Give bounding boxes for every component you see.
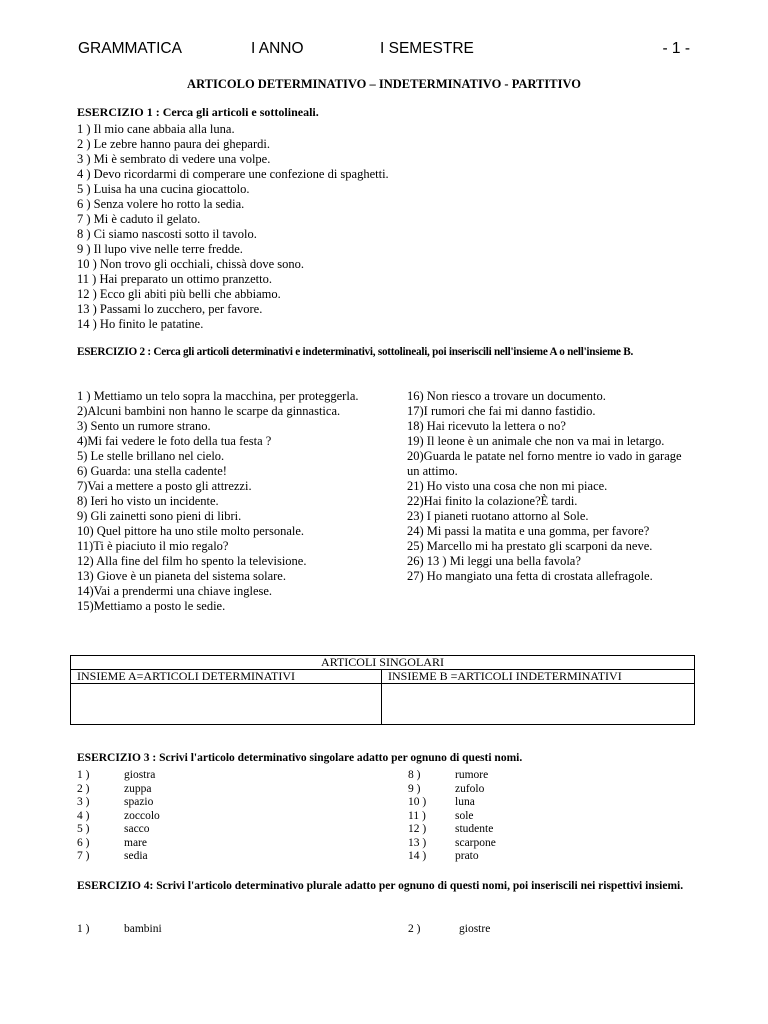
list-item xyxy=(408,769,658,783)
list-item: 4)Mi fai vedere le foto della tua festa ? xyxy=(77,434,272,448)
header-subject: GRAMMATICA xyxy=(78,40,182,57)
list-item xyxy=(77,769,327,783)
item-noun: sacco xyxy=(124,823,150,835)
exercise-4-title: ESERCIZIO 4: Scrivi l'articolo determinativo plurale adatto per ognuno di questi nomi, poi inseriscili nei rispettivi insiemi. xyxy=(77,880,684,892)
list-item: 10 ) Non trovo gli occhiali, chissà dove sono. xyxy=(77,257,305,271)
item-noun: zuppa xyxy=(124,782,152,795)
exercise-3-title: ESERCIZIO 3 : Scrivi l'articolo determinativo singolare adatto per ognuno di questi nomi. xyxy=(77,752,523,764)
item-noun: rumore xyxy=(455,769,489,781)
item-noun: studente xyxy=(455,823,494,835)
list-item: 7)Vai a mettere a posto gli attrezzi. xyxy=(77,479,252,493)
list-item xyxy=(77,923,162,935)
list-item: 23) I pianeti ruotano attorno al Sole. xyxy=(407,509,589,523)
list-item: 11)Ti è piaciuto il mio regalo? xyxy=(77,539,229,553)
item-number: 2 ) xyxy=(77,782,90,795)
table-cell-b[interactable] xyxy=(382,684,694,724)
header-year: I ANNO xyxy=(251,40,304,57)
list-item xyxy=(77,850,327,864)
list-item: 14)Vai a prendermi una chiave inglese. xyxy=(77,584,273,598)
list-item xyxy=(77,823,327,837)
item-noun: spazio xyxy=(124,796,154,808)
item-noun: mare xyxy=(124,836,147,849)
item-noun: sole xyxy=(455,809,474,822)
list-item: 9) Gli zainetti sono pieni di libri. xyxy=(77,509,242,523)
item-number: 10 ) xyxy=(408,796,427,808)
list-item xyxy=(408,783,658,797)
item-number: 6 ) xyxy=(77,836,90,849)
item-noun: luna xyxy=(455,796,475,808)
list-item: 2)Alcuni bambini non hanno le scarpe da ginnastica. xyxy=(77,404,341,418)
list-item: 6 ) Senza volere ho rotto la sedia. xyxy=(77,197,245,211)
list-item xyxy=(77,810,327,824)
list-item: 10) Quel pittore ha uno stile molto personale. xyxy=(77,524,305,538)
table-header-a: INSIEME A=ARTICOLI DETERMINATIVI xyxy=(77,669,296,683)
item-number: 1 ) xyxy=(77,769,90,781)
list-item xyxy=(408,850,658,864)
list-item: 27) Ho mangiato una fetta di crostata allefragole. xyxy=(407,569,653,583)
list-item xyxy=(77,796,327,810)
header-page-number: - 1 - xyxy=(662,40,690,57)
list-item: 6) Guarda: una stella cadente! xyxy=(77,464,227,478)
list-item xyxy=(408,837,658,851)
exercise-1-list xyxy=(77,122,389,332)
list-item: 3 ) Mi è sembrato di vedere una volpe. xyxy=(77,152,271,166)
item-number: 1 ) xyxy=(77,923,90,935)
list-item: 4 ) Devo ricordarmi di comperare une confezione di spaghetti. xyxy=(77,167,389,181)
list-item: 3) Sento un rumore strano. xyxy=(77,419,211,433)
list-item xyxy=(408,796,658,810)
page-header xyxy=(78,40,690,60)
item-number: 8 ) xyxy=(408,769,421,781)
list-item: 16) Non riesco a trovare un documento. xyxy=(407,389,606,403)
list-item: 5 ) Luisa ha una cucina giocattolo. xyxy=(77,182,250,196)
item-noun: zoccolo xyxy=(124,809,160,822)
list-item: 13) Giove è un pianeta del sistema solare. xyxy=(77,569,286,583)
list-item: 15)Mettiamo a posto le sedie. xyxy=(77,599,226,613)
list-item: 2 ) Le zebre hanno paura dei ghepardi. xyxy=(77,137,270,151)
list-item xyxy=(77,837,327,851)
list-item: 26) 13 ) Mi leggi una bella favola? xyxy=(407,554,581,568)
exercise-2-left-column xyxy=(77,389,362,614)
exercise-1-title: ESERCIZIO 1 : Cerca gli articoli e sottolineali. xyxy=(77,105,319,119)
list-item: 19) Il leone è un animale che non va mai in letargo. xyxy=(407,434,665,448)
exercise-2-right-column xyxy=(407,389,697,584)
item-noun: scarpone xyxy=(455,836,496,849)
item-number: 7 ) xyxy=(77,850,90,862)
list-item: 14 ) Ho finito le patatine. xyxy=(77,317,204,331)
page-title: ARTICOLO DETERMINATIVO – INDETERMINATIVO - PARTITIVO xyxy=(187,77,581,91)
item-number: 12 ) xyxy=(408,823,427,835)
item-noun: sedia xyxy=(124,850,148,862)
table-border xyxy=(70,724,695,725)
list-item: 24) Mi passi la matita e una gomma, per favore? xyxy=(407,524,650,538)
exercise-2-title: ESERCIZIO 2 : Cerca gli articoli determinativi e indeterminativi, sottolineali, poi inseriscili nell'insieme A o nell'insieme B. xyxy=(77,346,634,358)
list-item: 11 ) Hai preparato un ottimo pranzetto. xyxy=(77,272,272,286)
list-item: 22)Hai finito la colazione?È tardi. xyxy=(407,494,578,508)
table-header-b: INSIEME B =ARTICOLI INDETERMINATIVI xyxy=(388,669,622,683)
exercise-3-left-list xyxy=(77,769,327,864)
list-item: 13 ) Passami lo zucchero, per favore. xyxy=(77,302,263,316)
list-item: 12) Alla fine del film ho spento la televisione. xyxy=(77,554,307,568)
list-item: 18) Hai ricevuto la lettera o no? xyxy=(407,419,566,433)
list-item: 25) Marcello mi ha prestato gli scarponi da neve. xyxy=(407,539,653,553)
item-noun: bambini xyxy=(124,923,162,935)
item-noun: zufolo xyxy=(455,782,485,795)
list-item xyxy=(77,783,327,797)
table-border xyxy=(694,669,695,725)
item-number: 5 ) xyxy=(77,823,90,835)
item-noun: prato xyxy=(455,850,479,862)
item-number: 3 ) xyxy=(77,796,90,808)
list-item: 21) Ho visto una cosa che non mi piace. xyxy=(407,479,608,493)
item-noun: giostra xyxy=(124,769,156,781)
table-title: ARTICOLI SINGOLARI xyxy=(321,655,444,669)
list-item: 8 ) Ci siamo nascosti sotto il tavolo. xyxy=(77,227,257,241)
item-number: 9 ) xyxy=(408,782,421,795)
list-item xyxy=(408,923,491,935)
articles-table xyxy=(70,655,695,725)
list-item xyxy=(408,823,658,837)
list-item: 1 ) Mettiamo un telo sopra la macchina, per proteggerla. xyxy=(77,389,359,403)
list-item: 1 ) Il mio cane abbaia alla luna. xyxy=(77,122,235,136)
list-item: 17)I rumori che fai mi danno fastidio. xyxy=(407,404,596,418)
list-item xyxy=(408,810,658,824)
item-number: 2 ) xyxy=(408,923,421,935)
header-semester: I SEMESTRE xyxy=(380,40,474,57)
item-number: 11 ) xyxy=(408,809,426,822)
item-number: 14 ) xyxy=(408,850,427,862)
list-item: 9 ) Il lupo vive nelle terre fredde. xyxy=(77,242,243,256)
list-item: 7 ) Mi è caduto il gelato. xyxy=(77,212,201,226)
list-item: 5) Le stelle brillano nel cielo. xyxy=(77,449,225,463)
list-item: 20)Guarda le patate nel forno mentre io vado in garage un attimo. xyxy=(407,449,682,478)
item-number: 13 ) xyxy=(408,836,427,849)
item-noun: giostre xyxy=(459,923,491,935)
list-item: 8) Ieri ho visto un incidente. xyxy=(77,494,219,508)
list-item: 12 ) Ecco gli abiti più belli che abbiamo. xyxy=(77,287,281,301)
table-cell-a[interactable] xyxy=(71,684,381,724)
exercise-3-right-list xyxy=(408,769,658,864)
item-number: 4 ) xyxy=(77,809,90,822)
